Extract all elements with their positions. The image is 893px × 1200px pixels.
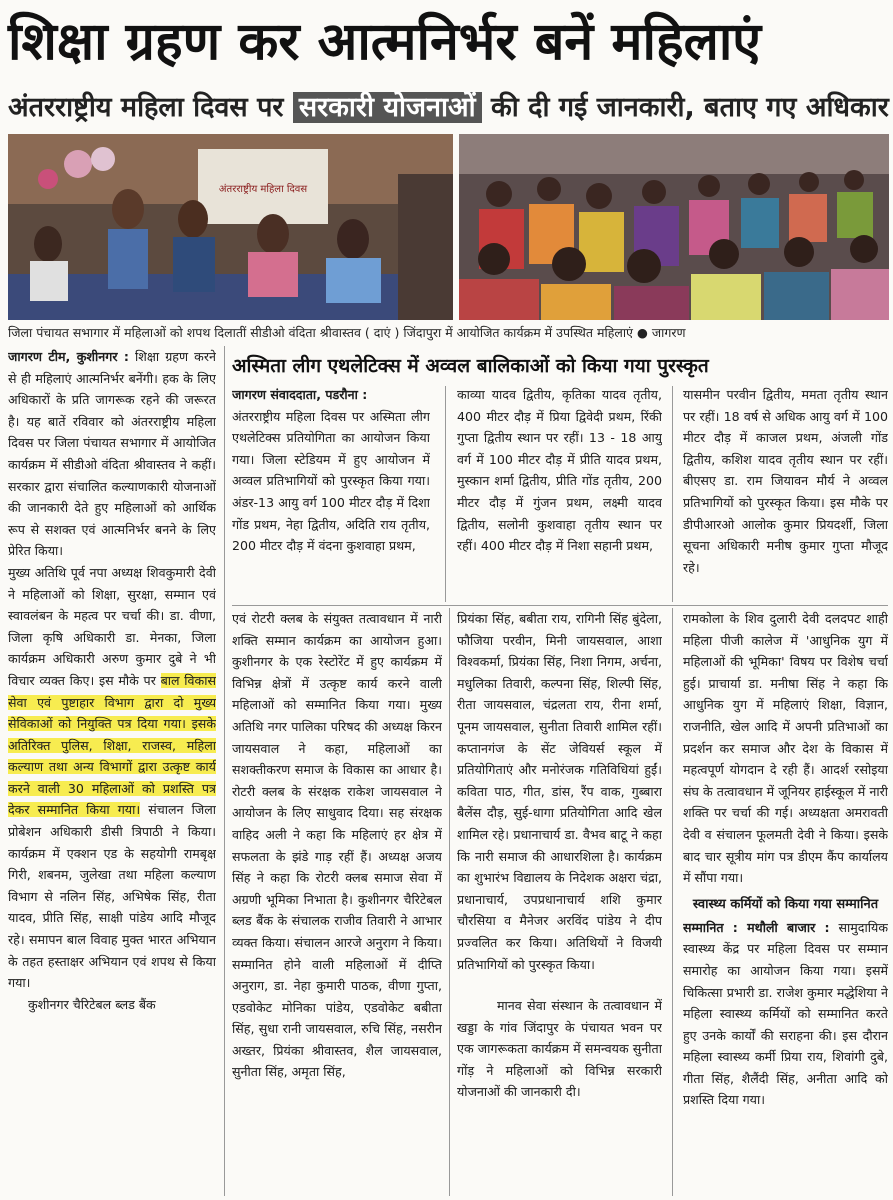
highlighted-text: बाल विकास सेवा एवं पुष्टाहार विभाग द्वारा दो मुख्य सेविकाओं को नियुक्ति पत्र दिया गया। इसके अतिरिक्त पुलिस, शिक्षा, राजस्व, महिला कल्याण तथा अन्य विभागों द्वारा उत्कृष्ट कार्य करने वाली 30 महिलाओं को प्रशस्ति पत्र देकर सम्मानित किया गया। [8, 672, 216, 818]
column-rule [672, 608, 673, 1196]
headline: शिक्षा ग्रहण कर आत्मनिर्भर बनें महिलाएं [8, 12, 762, 72]
dateline: जागरण टीम, कुशीनगर : [8, 349, 129, 364]
sub-story-column-2 [457, 384, 662, 604]
paragraph: शिक्षा ग्रहण करने से ही महिलाएं आत्मनिर्भर बनेंगी। हक के लिए अधिकारों के प्रति जागरूक रहने की जरूरत है। यह बातें रविवार को अंतरराष्ट्रीय महिला दिवस पर जिला पंचायत सभागार में आयोजित कार्यक्रम में सीडीओ वंदिता श्रीवास्तव ने कहीं। सरकार द्वारा संचालित कल्याणकारी योजनाओं की जानकारी देते हुए महिलाओं को आर्थिक रूप से सशक्त एवं आत्मनिर्भर बनने के लिए प्रेरित किया। [8, 349, 216, 559]
dateline: जागरण संवाददाता, पडरौना : [232, 387, 368, 402]
paragraph: काव्या यादव द्वितीय, कृतिका यादव तृतीय, 400 मीटर दौड़ में प्रिया द्विवेदी प्रथम, रिंकी गुप्ता द्वितीय स्थान पर रहीं। 13 - 18 आयु वर्ग में 100 मीटर दौड़ में प्रीति यादव प्रथम, मुस्कान शर्मा द्वितीय, प्रीति गोंड तृतीय, 200 मीटर दौड़ में गुंजन प्रथम, लक्ष्मी यादव द्वितीय, सलोनी कुशवाहा तृतीय स्थान पर रहीं। 400 मीटर दौड़ में निशा सहानी प्रथम, [457, 387, 662, 554]
paragraph: मुख्य अतिथि पूर्व नपा अध्यक्ष शिवकुमारी देवी ने महिलाओं को शिक्षा, सुरक्षा, सम्मान एवं स्वावलंबन के महत्व पर चर्चा की। डा. वीणा, जिला कृषि अधिकारी डा. मेनका, जिला कार्यक्रम अधिकारी अरुण कुमार दुबे ने भी विचार व्यक्त किए। इस मौके पर [8, 564, 216, 688]
paragraph: संचालन जिला प्रोबेशन अधिकारी डीसी त्रिपाठी ने किया। कार्यक्रम में एक्शन एड के सहयोगी रामबृक्ष गिरी, शबनम, जुलेखा तथा महिला कल्याण विभाग से नलिन सिंह, अभिषेक सिंह, रीता यादव, प्रीति सिंह, साक्षी पांडेय आदि मौजूद रहे। समापन बाल विवाह मुक्त भारत अभियान के तहत हस्ताक्षर अभियान एवं शपथ से किया गया। [8, 802, 216, 991]
paragraph: एवं रोटरी क्लब के संयुक्त तत्वावधान में नारी शक्ति सम्मान कार्यक्रम का आयोजन हुआ। कुशीनगर के एक रेस्टोरेंट में हुए कार्यक्रम में विभिन्न क्षेत्रों में उत्कृष्ट कार्य करने वाली महिलाओं को सम्मानित किया गया। मुख्य अतिथि नगर पालिका परिषद की अध्यक्ष किरन जायसवाल ने कहा, महिलाओं का सशक्तीकरण समाज के विकास का आधार है। रोटरी क्लब के संरक्षक राकेश जायसवाल ने आयोजन के लिए साधुवाद दिया। सह संरक्षक वाहिद अली ने कहा कि महिलाएं हर क्षेत्र में सफलता के झंडे गाड़ रहीं हैं। अध्यक्ष अजय सिंह ने कहा कि रोटरी क्लब समाज सेवा में अग्रणी भूमिका निभाता है। कुशीनगर चैरिटेबल ब्लड बैंक के संचालक राजीव तिवारी ने आभार व्यक्त किया। संचालन आरजे अनुराग ने किया। सम्मानित होने वाली महिलाओं में दीप्ति अनुराग, डा. नेहा कुमारी पाठक, वीणा गुप्ता, एडवोकेट मोनिका पांडेय, एडवोकेट बबीता सिंह, सुधा रानी जायसवाल, रुचि सिंह, नसरीन अख्तर, प्रियंका श्रीवास्तव, शैल जायसवाल, सुनीता सिंह, अमृता सिंह, [232, 611, 442, 1080]
column-rule [445, 386, 446, 602]
main-story-column-3 [457, 608, 662, 1196]
photo-caption: जिला पंचायत सभागार में महिलाओं को शपथ दिलातीं सीडीओ वंदिता श्रीवास्तव ( दाएं ) जिंदापुरा में आयोजित कार्यक्रम में उपस्थित महिलाएं ● जागरण [8, 325, 686, 340]
sub-story-column-1 [232, 384, 430, 604]
column-rule [672, 386, 673, 602]
sub-story-column-3 [683, 384, 888, 604]
main-story-column-4 [683, 608, 888, 1196]
side-headline: स्वास्थ्य कर्मियों को किया गया सम्मानित [692, 896, 879, 912]
column-rule [449, 608, 450, 1196]
subheadline-before: अंतरराष्ट्रीय महिला दिवस पर [8, 92, 284, 123]
subheadline [8, 86, 889, 130]
paragraph: मानव सेवा संस्थान के तत्वावधान में खड्डा के गांव जिंदापुर के पंचायत भवन पर एक जागरूकता कार्यक्रम में समन्वयक सुनीता गोंड़ ने महिलाओं को विभिन्न सरकारी योजनाओं की जानकारी दी। [457, 998, 662, 1100]
paragraph: रामकोला के शिव दुलारी देवी दलदपट शाही महिला पीजी कालेज में 'आधुनिक युग में महिलाओं की भूमिका' विषय पर विशेष चर्चा हुई। प्राचार्या डा. मनीषा सिंह ने कहा कि आधुनिक युग में महिलाएं शिक्षा, विज्ञान, राजनीति, खेल आदि में अपनी प्रतिभाओं का प्रदर्शन कर समाज और देश के विकास में महत्वपूर्ण योगदान दे रही हैं। आदर्श रसोइया संघ के तत्वावधान में जूनियर हाईस्कूल में नारी शक्ति पर चर्चा की गई। अध्यक्षता अमरावती देवी व संचालन फूलमती देवी ने किया। इसके बाद चार सूत्रीय मांग पत्र डीएम कैंप कार्यालय में सौंपा गया। [683, 611, 888, 886]
paragraph: अंतरराष्ट्रीय महिला दिवस पर अस्मिता लीग एथलेटिक्स प्रतियोगिता का आयोजन किया गया। जिला स्टेडियम में हुए आयोजन में अव्वल प्रतिभागियों को पुरस्कृत किया गया। अंडर-13 आयु वर्ग 100 मीटर दौड़ में दिशा गोंड प्रथम, नेहा द्वितीय, अदिति राय तृतीय, 200 मीटर दौड़ में वंदना कुशवाहा प्रथम, [232, 408, 430, 554]
dateline: सम्मानित : मथौली बाजार : [683, 919, 830, 935]
main-story-column-1 [8, 346, 216, 1196]
paragraph: सामुदायिक स्वास्थ्य केंद्र पर महिला दिवस पर सम्मान समारोह का आयोजन किया गया। इसमें चिकित्सा प्रभारी डा. राजेश कुमार मद्धेशिया ने महिला स्वास्थ्य कर्मियों को सम्मानित करते हुए उनके कार्यों की सराहना की। इस दौरान महिला स्वास्थ्य कर्मी प्रिया राय, शिवांगी दुबे, गीता सिंह, शैलैंदी सिंह, अनीता आदि को प्रशस्ति दिया गया। [683, 919, 888, 1108]
subheadline-after: की दी गई जानकारी, बताए गए अधिकार [491, 92, 889, 123]
paragraph: कुशीनगर चैरिटेबल ब्लड बैंक [28, 996, 156, 1012]
banner-text: अंतरराष्ट्रीय महिला दिवस [218, 184, 308, 195]
section-rule [232, 605, 888, 606]
photo-women-audience [459, 134, 889, 320]
photo-officials-stage [8, 134, 453, 320]
subheadline-highlight: सरकारी योजनाओं [293, 92, 482, 123]
sub-story-title: अस्मिता लीग एथलेटिक्स में अव्वल बालिकाओं को किया गया पुरस्कृत [232, 355, 709, 377]
main-story-column-2 [232, 608, 442, 1196]
paragraph: प्रियंका सिंह, बबीता राय, रागिनी सिंह बुंदेला, फौजिया परवीन, मिनी जायसवाल, आशा विश्वकर्मा, प्रियंका सिंह, निशा निगम, अर्चना, मधुलिका तिवारी, कल्पना सिंह, शिल्पी सिंह, रीता जायसवाल, चंद्रलता राय, रीना शर्मा, पूनम जायसवाल, सुनीता तिवारी शामिल रहीं। कप्तानगंज के सेंट जेवियर्स स्कूल में प्रतियोगिताएं और मनोरंजक गतिविधियां हुईं। कविता पाठ, गीत, डांस, रैंप वाक, गुब्बारा बैलेंस दौड़, सुई-धागा प्रतियोगिता आदि खेल शामिल रहे। प्रधानाचार्य डा. वैभव बाटू ने कहा कि नारी समाज की आधारशिला है। कार्यक्रम का शुभारंभ विद्यालय के निदेशक अक्षरा चंद्रा, प्रधानाचार्य, उपप्रधानाचार्य शशि कुमार चौरसिया व मैनेजर अरविंद पांडेय ने दीप प्रज्वलित कर किया। अतिथियों ने विजयी प्रतिभागियों को पुरस्कृत किया। [457, 611, 662, 972]
column-rule [224, 346, 225, 1196]
paragraph: यासमीन परवीन द्वितीय, ममता तृतीय स्थान पर रहीं। 18 वर्ष से अधिक आयु वर्ग में 100 मीटर दौड़ में काजल प्रथम, अंजली गोंड द्वितीय, कशिश यादव तृतीय स्थान पर रहीं। बीएसए डा. राम जियावन मौर्य ने अव्वल प्रतिभागियों को पुरस्कृत किया। इस मौके पर डीपीआरओ आलोक कुमार प्रियदर्शी, जिला सूचना अधिकारी मनीष कुमार गुप्ता मौजूद रहे। [683, 387, 888, 575]
